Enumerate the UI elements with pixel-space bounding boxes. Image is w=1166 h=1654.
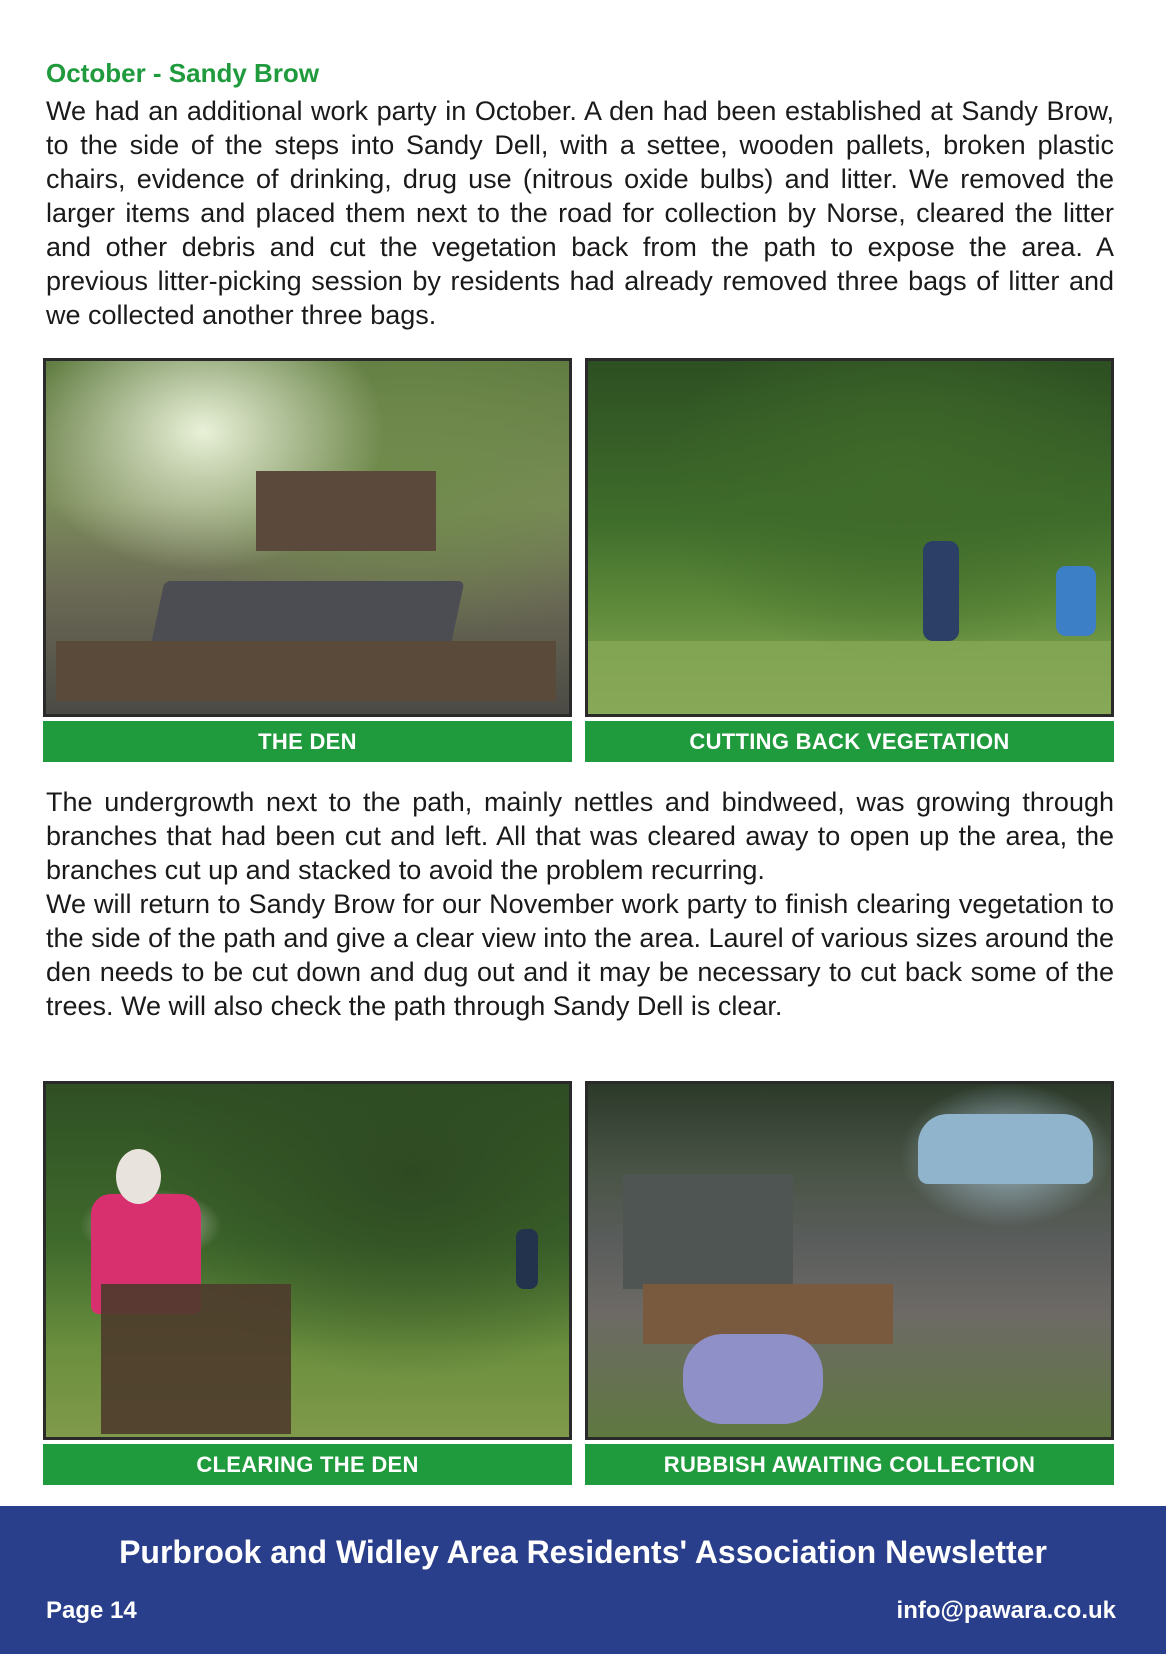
photo-den <box>43 358 572 717</box>
photo-block-den <box>43 358 572 762</box>
caption-clearing-den: CLEARING THE DEN <box>43 1444 572 1485</box>
photo-cutting-vegetation <box>585 358 1114 717</box>
paragraph-november-plan: We will return to Sandy Brow for our November work party to finish clearing vegetation to the side of the path and give a clear view into the area. Laurel of various sizes around the den needs to be cut down and dug out and it may be necessary to cut back some of the trees. We will also check the path through Sandy Dell is clear. <box>46 889 1114 1021</box>
photo-block-clearing-den <box>43 1081 572 1485</box>
article-heading: October - Sandy Brow <box>46 58 320 88</box>
paragraph-intro: We had an additional work party in October. A den had been established at Sandy Brow, to the side of the steps into Sandy Dell, with a settee, wooden pallets, broken plastic chairs, evidence of drinking, drug use (nitrous oxide bulbs) and litter. We removed the larger items and placed them next to the road for collection by Norse, cleared the litter and other debris and cut the vegetation back from the path to expose the area. A previous litter-picking session by residents had already removed three bags of litter and we collected another three bags. <box>46 96 1114 330</box>
photo-block-rubbish <box>585 1081 1114 1485</box>
page-number: Page 14 <box>46 1597 137 1624</box>
caption-den: THE DEN <box>43 721 572 762</box>
newsletter-title: Purbrook and Widley Area Residents' Association Newsletter <box>119 1534 1047 1570</box>
footer <box>0 1506 1166 1654</box>
contact-email: info@pawara.co.uk <box>896 1597 1116 1624</box>
photo-block-cutting-vegetation <box>585 358 1114 762</box>
caption-cutting-vegetation: CUTTING BACK VEGETATION <box>585 721 1114 762</box>
photo-clearing-den <box>43 1081 572 1440</box>
paragraph-undergrowth: The undergrowth next to the path, mainly nettles and bindweed, was growing through branches that had been cut and left. All that was cleared away to open up the area, the branches cut up and stacked to avoid the problem recurring. <box>46 787 1114 885</box>
photo-rubbish <box>585 1081 1114 1440</box>
caption-rubbish: RUBBISH AWAITING COLLECTION <box>585 1444 1114 1485</box>
